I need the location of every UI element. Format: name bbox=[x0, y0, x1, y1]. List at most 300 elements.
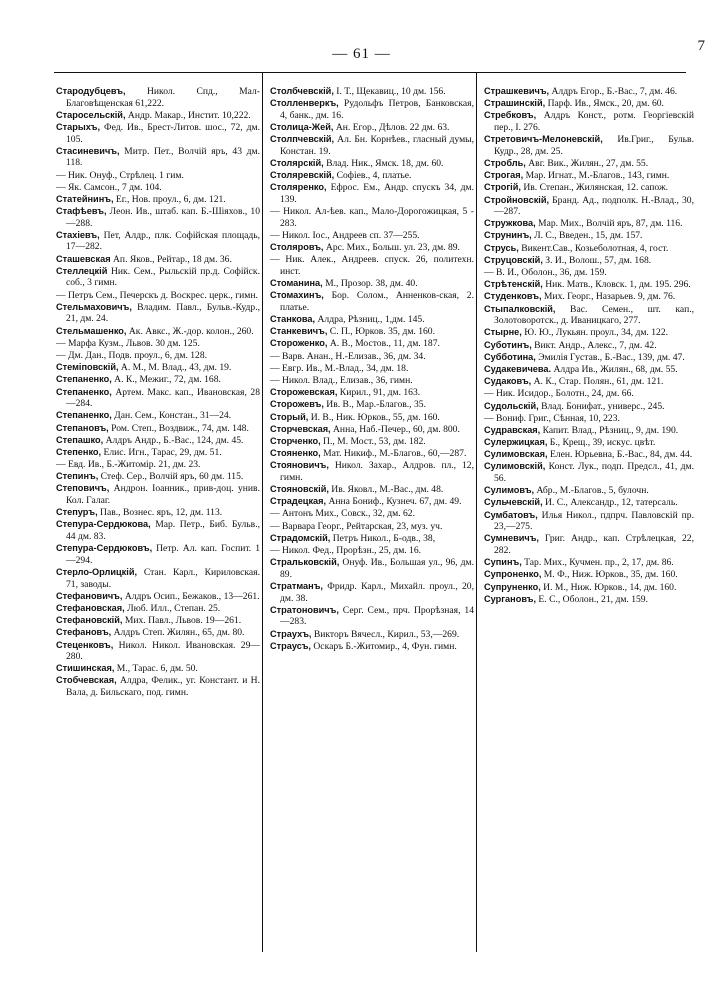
entry-surname: Сторченко, bbox=[270, 435, 321, 446]
directory-entry bbox=[484, 243, 694, 255]
directory-entry bbox=[484, 291, 694, 303]
directory-entry bbox=[270, 557, 474, 580]
directory-entry bbox=[270, 605, 474, 628]
entry-surname: Стоманина, bbox=[270, 278, 323, 289]
directory-entry bbox=[484, 557, 694, 569]
column-left bbox=[56, 86, 260, 699]
entry-surname: Студенковъ, bbox=[484, 291, 542, 302]
column-middle bbox=[270, 86, 474, 653]
corner-mark: 7 bbox=[697, 38, 705, 54]
entry-surname: Столяренко, bbox=[270, 182, 327, 193]
entry-surname: Строгій, bbox=[484, 182, 521, 193]
directory-entry bbox=[484, 413, 694, 425]
directory-entry bbox=[484, 86, 694, 98]
entry-details: Мар. Мих., Волчій яръ, 87, дм. 116. bbox=[535, 218, 683, 230]
directory-entry bbox=[56, 483, 260, 506]
entry-details: Мих. Павл., Львов. 19—261. bbox=[122, 615, 242, 627]
directory-entry bbox=[270, 98, 474, 121]
entry-details: И. М., Ниж. Юрков., 14, дм. 160. bbox=[540, 581, 677, 593]
entry-details: Леон. Ив., штаб. кап. Б.-Шіяхов., 10—288. bbox=[66, 206, 260, 229]
entry-details: Стеф. Сер., Волчій яръ, 60 дм. 115. bbox=[98, 471, 244, 483]
entry-details: М., Прозор. 38, дм. 40. bbox=[322, 278, 418, 290]
entry-details: Парф. Ив., Ямск., 20, дм. 60. bbox=[545, 98, 664, 110]
directory-entry bbox=[56, 627, 260, 639]
entry-details: Ром. Степ., Воздвиж., 74, дм. 148. bbox=[108, 422, 249, 434]
entry-details: — Антонъ Мих., Совск., 32, дм. 62. bbox=[270, 508, 415, 520]
directory-entry bbox=[270, 375, 474, 387]
entry-surname: Степаненко, bbox=[56, 386, 112, 397]
entry-details: Капит. Влад., Рѣзниц., 9, дм. 190. bbox=[540, 424, 679, 436]
directory-entry bbox=[56, 459, 260, 471]
entry-details: Алдръ Егор., Б.-Вас., 7, дм. 46. bbox=[549, 86, 678, 97]
entry-details: И. С., Александр., 12, татерсаль. bbox=[542, 497, 678, 509]
entry-details: Люб. Илл., Степан. 25. bbox=[124, 602, 221, 614]
entry-surname: Столица-Жей, bbox=[270, 121, 334, 132]
directory-entry bbox=[56, 86, 260, 109]
directory-entry bbox=[484, 582, 694, 594]
entry-surname: Столярскій, bbox=[270, 157, 324, 168]
directory-entry bbox=[484, 170, 694, 182]
entry-surname: Стретовичъ-Мелоневскій, bbox=[484, 134, 603, 145]
directory-entry bbox=[56, 266, 260, 289]
directory-entry bbox=[270, 242, 474, 254]
entry-details: Петр. Ал. кап. Госпит. 1—294. bbox=[66, 543, 260, 566]
entry-details: М. Ф., Ниж. Юрков., 35, дм. 160. bbox=[541, 569, 678, 581]
directory-entry bbox=[270, 122, 474, 134]
directory-entry bbox=[270, 254, 474, 277]
directory-entry bbox=[270, 448, 474, 460]
directory-entry bbox=[484, 279, 694, 291]
directory-entry bbox=[270, 134, 474, 157]
entry-surname: Стральковскій, bbox=[270, 557, 340, 568]
entry-surname: Стахіевъ, bbox=[56, 229, 100, 240]
entry-details: — Никол. Фед., Прорѣзн., 25, дм. 16. bbox=[270, 544, 422, 556]
entry-details: Абр., М.-Благов., 5, булочн. bbox=[534, 485, 649, 497]
entry-details: Анна Бониф., Кузнеч. 67, дм. 49. bbox=[326, 496, 462, 508]
column-divider bbox=[262, 72, 263, 952]
entry-details: Викент.Сав., Козьеболотная, 4, гост. bbox=[518, 242, 669, 254]
entry-details: Б., Крещ., 39, искус. цвѣт. bbox=[547, 437, 656, 449]
entry-details: Ник. Матв., Кловск. 1, дм. 195. 296. bbox=[542, 279, 691, 291]
header-rule bbox=[54, 72, 686, 73]
directory-entry bbox=[484, 388, 694, 400]
directory-entry bbox=[270, 387, 474, 399]
entry-surname: Степура-Сердюкова, bbox=[56, 519, 151, 530]
directory-entry bbox=[484, 218, 694, 230]
entry-surname: Стырне, bbox=[484, 327, 522, 338]
entry-details: Ефрос. Ем., Андр. спускъ 34, дм. 139. bbox=[280, 182, 474, 205]
entry-details: Ив. Яковл., М.-Вас., дм. 48. bbox=[328, 484, 444, 496]
directory-entry bbox=[270, 581, 474, 604]
directory-entry bbox=[56, 326, 260, 338]
directory-entry bbox=[56, 254, 260, 266]
entry-details: — В. И., Оболон., 36, дм. 159. bbox=[484, 267, 607, 279]
entry-details: — Як. Самсон., 7 дм. 104. bbox=[56, 181, 162, 193]
entry-details: Тар. Мих., Кучмен. пр., 2, 17, дм. 86. bbox=[521, 557, 674, 569]
entry-surname: Стыпалковскій, bbox=[484, 303, 556, 314]
directory-entry bbox=[484, 569, 694, 581]
column-right bbox=[484, 86, 694, 606]
directory-entry bbox=[56, 640, 260, 663]
directory-entry bbox=[270, 508, 474, 520]
directory-entry bbox=[270, 412, 474, 424]
entry-details: Ив. Степан., Жилянская, 12. сапож. bbox=[520, 182, 668, 194]
entry-details: Викторъ Вячесл., Кирил., 53,—269. bbox=[311, 628, 460, 640]
entry-details: Алдръ Андр., Б.-Вас., 124, дм. 45. bbox=[103, 434, 244, 446]
entry-details: — Варвара Георг., Рейтарская, 23, муз. уч. bbox=[270, 520, 443, 532]
entry-surname: Стрѣтенскій, bbox=[484, 279, 543, 290]
entry-surname: Сторчевская, bbox=[270, 423, 331, 434]
directory-entry bbox=[56, 423, 260, 435]
entry-details: — Марфа Кузм., Львов. 30 дм. 125. bbox=[56, 337, 200, 349]
directory-entry bbox=[270, 521, 474, 533]
entry-details: Ив.Григ., Бульв. Кудр., 28, дм. 25. bbox=[494, 134, 694, 157]
entry-details: — Дм. Дан., Подв. проул., 6, дм. 128. bbox=[56, 349, 208, 361]
entry-surname: Степуръ, bbox=[56, 507, 98, 518]
directory-entry bbox=[484, 195, 694, 218]
entry-surname: Струсь, bbox=[484, 242, 519, 253]
entry-details: Андр. Макар., Инстит. 10,222. bbox=[125, 109, 251, 121]
directory-entry bbox=[56, 435, 260, 447]
entry-surname: Страдецкая, bbox=[270, 496, 327, 507]
directory-entry bbox=[56, 182, 260, 194]
entry-surname: Супруненко, bbox=[484, 581, 541, 592]
entry-details: Алдра, Рѣзниц., 1,дм. 145. bbox=[315, 314, 425, 325]
directory-entry bbox=[270, 230, 474, 242]
entry-details: Ап. Яков., Рейтар., 18 дм. 36. bbox=[110, 253, 232, 265]
entry-details: Мат. Никиф., М.-Благов., 60,—287. bbox=[320, 448, 467, 460]
entry-surname: Стельмаховичъ, bbox=[56, 301, 132, 312]
entry-surname: Стребковъ, bbox=[484, 110, 537, 121]
entry-details: Пав., Вознес. яръ, 12, дм. 113. bbox=[97, 507, 223, 519]
entry-surname: Сторый, bbox=[270, 411, 309, 422]
entry-surname: Субботина, bbox=[484, 351, 536, 362]
directory-entry bbox=[484, 401, 694, 413]
entry-surname: Столпчевскій, bbox=[270, 134, 335, 145]
entry-details: Мар. Игнат., М.-Благов., 143, гимн. bbox=[523, 170, 670, 182]
entry-details: Елис. Игн., Тарас, 29, дм. 51. bbox=[101, 446, 222, 458]
directory-entry bbox=[56, 567, 260, 590]
entry-details: — Ник. Исидор., Болотн., 24, дм. 66. bbox=[484, 388, 634, 400]
entry-details: Авг. Вик., Жилян., 27, дм. 55. bbox=[525, 157, 649, 169]
entry-details: Л. С., Введен., 15, дм. 157. bbox=[531, 230, 643, 242]
entry-surname: Сторожевъ, bbox=[270, 399, 324, 410]
directory-entry bbox=[270, 484, 474, 496]
entry-details: Елен. Юрьевна, Б.-Вас., 84, дм. 44. bbox=[547, 449, 693, 461]
directory-entry bbox=[270, 460, 474, 483]
directory-entry bbox=[270, 436, 474, 448]
directory-entry bbox=[484, 340, 694, 352]
directory-entry bbox=[270, 424, 474, 436]
entry-details: А. К., Стар. Полян., 61, дм. 121. bbox=[531, 376, 664, 388]
entry-surname: Станкова, bbox=[270, 314, 316, 324]
directory-entry bbox=[484, 158, 694, 170]
entry-surname: Судаковъ, bbox=[484, 376, 532, 387]
entry-surname: Суботинъ, bbox=[484, 339, 532, 350]
entry-details: А. К., Межиг., 72, дм. 168. bbox=[111, 374, 221, 386]
entry-details: Андрон. Іоанник., прив-доц. унив. Кол. Галаг. bbox=[66, 483, 260, 507]
entry-surname: Сулержицкая, bbox=[484, 437, 548, 448]
directory-entry bbox=[56, 447, 260, 459]
entry-surname: Стобчевская, bbox=[56, 675, 117, 686]
directory-entry bbox=[484, 485, 694, 497]
directory-entry bbox=[56, 663, 260, 675]
entry-surname: Сульчевскій, bbox=[484, 497, 543, 508]
entry-surname: Стеміповскій, bbox=[56, 362, 119, 373]
entry-surname: Стафѣевъ, bbox=[56, 206, 107, 217]
entry-surname: Стружкова, bbox=[484, 218, 536, 229]
entry-details: Влад. Ник., Ямск. 18, дм. 60. bbox=[323, 157, 444, 169]
directory-entry bbox=[484, 98, 694, 110]
directory-entry bbox=[270, 314, 474, 326]
entry-surname: Сумбатовъ, bbox=[484, 509, 538, 520]
entry-details: Никол. Никол. Ивановская. 29—280. bbox=[66, 639, 260, 663]
directory-entry bbox=[56, 338, 260, 350]
directory-entry bbox=[56, 410, 260, 422]
entry-details: И. В., Ник. Юрков., 55, дм. 160. bbox=[308, 411, 440, 423]
entry-details: А. М., М. Влад., 43, дм. 19. bbox=[118, 362, 232, 374]
directory-entry bbox=[270, 641, 474, 653]
entry-details: Софіев., 4, платье. bbox=[334, 170, 412, 182]
entry-details: З. И., Волош., 57, дм. 168. bbox=[542, 254, 652, 266]
entry-surname: Сулимовъ, bbox=[484, 485, 535, 496]
directory-entry bbox=[270, 170, 474, 182]
directory-entry bbox=[484, 461, 694, 484]
directory-entry bbox=[270, 158, 474, 170]
entry-details: — Никол. Ал-ѣев. кап., Мало-Дорогожицкая, 5 - 283. bbox=[270, 206, 474, 229]
entry-surname: Сумневичъ, bbox=[484, 533, 539, 544]
entry-details: Григ. Андр., кап. Стрѣлецкая, 22, 282. bbox=[494, 533, 694, 556]
entry-surname: Степашко, bbox=[56, 434, 104, 445]
entry-details: Е. С., Оболон., 21, дм. 159. bbox=[536, 593, 648, 605]
directory-entry bbox=[270, 290, 474, 313]
entry-details: Бор. Солом., Анненков-ская, 2. платье. bbox=[280, 290, 474, 313]
directory-entry bbox=[484, 230, 694, 242]
entry-surname: Стасиневичъ, bbox=[56, 145, 120, 156]
entry-details: Онуф. Ив., Большая ул., 96, дм. 89. bbox=[280, 557, 474, 580]
entry-surname: Стробль, bbox=[484, 157, 526, 168]
entry-details: Владим. Павл., Бульв.-Кудр., 21, дм. 24. bbox=[66, 301, 260, 325]
entry-details: — Евд. Ив., Б.-Житомір. 21, дм. 23. bbox=[56, 459, 201, 471]
entry-details: Эмилія Густав., Б.-Вас., 139, дм. 47. bbox=[535, 351, 685, 363]
entry-details: Алдръ Степ. Жилян., 65, дм. 80. bbox=[111, 627, 245, 639]
directory-entry bbox=[484, 364, 694, 376]
entry-surname: Строгая, bbox=[484, 170, 524, 181]
directory-entry bbox=[56, 170, 260, 182]
entry-surname: Страшкевичъ, bbox=[484, 86, 550, 96]
entry-surname: Стояненко, bbox=[270, 448, 321, 459]
entry-surname: Стефановская, bbox=[56, 602, 125, 613]
entry-details: Никол. Захар., Алдров. пл., 12, гимн. bbox=[280, 460, 474, 483]
entry-details: Пет, Алдр., плк. Софійская площадь, 17—282. bbox=[66, 229, 260, 253]
entry-surname: Стефановичъ, bbox=[56, 590, 123, 601]
entry-surname: Столленверкъ, bbox=[270, 98, 339, 109]
directory-entry bbox=[484, 594, 694, 606]
entry-surname: Струнинъ, bbox=[484, 230, 532, 241]
entry-surname: Супроненко, bbox=[484, 569, 542, 580]
directory-entry bbox=[56, 591, 260, 603]
entry-details: Конст. Лук., подп. Предсл., 41, дм. 56. bbox=[494, 461, 694, 485]
entry-surname: Стельмашенко, bbox=[56, 325, 127, 336]
entry-surname: Стояновскій, bbox=[270, 484, 329, 495]
entry-details: Влад. Бонифат., универс., 245. bbox=[538, 400, 665, 412]
directory-entry bbox=[270, 399, 474, 411]
directory-entry bbox=[484, 510, 694, 533]
entry-details: Ак. Авкс., Ж.-дор. колон., 260. bbox=[126, 325, 254, 337]
entry-surname: Стомахинъ, bbox=[270, 290, 324, 301]
directory-entry bbox=[56, 206, 260, 229]
entry-details: Алдра Ив., Жилян., 68, дм. 55. bbox=[551, 363, 678, 375]
directory-entry bbox=[270, 545, 474, 557]
entry-details: П., М. Мост., 53, дм. 182. bbox=[320, 435, 426, 447]
directory-entry bbox=[56, 543, 260, 566]
entry-surname: Степинъ, bbox=[56, 471, 99, 482]
entry-details: Вас. Семен., шт. кап., Золотоворотск., д. Иваницкаго, 277. bbox=[494, 303, 694, 327]
directory-entry bbox=[270, 533, 474, 545]
entry-details: Никол. Спд., Мал-Благовѣщенская 61,222. bbox=[66, 86, 260, 109]
entry-surname: Степаненко, bbox=[56, 410, 112, 421]
entry-surname: Стояновичъ, bbox=[270, 460, 329, 471]
entry-surname: Судакевичева. bbox=[484, 363, 552, 374]
entry-details: Артем. Макс. кап., Ивановская, 28—284. bbox=[66, 386, 260, 410]
directory-entry bbox=[484, 437, 694, 449]
entry-surname: Столяровъ, bbox=[270, 242, 324, 253]
entry-details: Викт. Андр., Алекс., 7, дм. 42. bbox=[531, 339, 657, 351]
entry-details: Серг. Сем., прч. Прорѣзная, 14—283. bbox=[280, 604, 474, 628]
entry-surname: Стратманъ, bbox=[270, 580, 323, 591]
directory-entry bbox=[270, 86, 474, 98]
entry-details: Мих. Георг., Назарьев. 9, дм. 76. bbox=[541, 291, 676, 303]
directory-entry bbox=[484, 255, 694, 267]
entry-surname: Станкевичъ, bbox=[270, 326, 328, 337]
directory-entry bbox=[484, 449, 694, 461]
entry-details: Ал. Бн. Корнѣев., гласный думы, Констан. 19. bbox=[280, 134, 474, 157]
entry-details: Алдръ Осип., Бежаков., 13—261. bbox=[122, 590, 260, 602]
entry-surname: Степаненко, bbox=[56, 374, 112, 385]
entry-surname: Статейнинъ, bbox=[56, 193, 114, 204]
entry-details: — Вониф. Григ., Сѣнная, 10, 223. bbox=[484, 412, 620, 424]
entry-surname: Струцовскій, bbox=[484, 254, 543, 265]
entry-details: Алдра, Фелик., уг. Констант. и Н. Вала, д. Бильскаго, под. гимн. bbox=[66, 675, 260, 699]
directory-entry bbox=[56, 146, 260, 169]
entry-details: Стан. Карл., Кириловская. 71, заводы. bbox=[66, 566, 260, 590]
entry-details: Митр. Пет., Волчій яръ, 43 дм. 118. bbox=[66, 145, 260, 169]
entry-surname: Стишинская, bbox=[56, 663, 115, 674]
directory-entry bbox=[270, 278, 474, 290]
directory-entry bbox=[270, 496, 474, 508]
entry-surname: Столбчевскій, bbox=[270, 86, 334, 96]
entry-surname: Стратоновичъ, bbox=[270, 604, 339, 615]
entry-details: Дан. Сем., Констан., 31—24. bbox=[111, 410, 232, 422]
entry-details: І. Т., Щекавиц., 10 дм. 156. bbox=[333, 86, 446, 97]
directory-entry bbox=[56, 374, 260, 386]
entry-details: М., Тарас. 6, дм. 50. bbox=[114, 663, 198, 675]
directory-entry bbox=[56, 350, 260, 362]
directory-entry bbox=[270, 351, 474, 363]
entry-surname: Сулимовскій, bbox=[484, 461, 546, 472]
entry-details: — Варв. Анан., Н.-Елизав., 36, дм. 34. bbox=[270, 350, 426, 362]
entry-surname: Стерло-Орлицкій, bbox=[56, 566, 138, 577]
entry-surname: Страдомскій, bbox=[270, 532, 331, 543]
entry-surname: Сулимовская, bbox=[484, 449, 548, 460]
directory-entry bbox=[270, 206, 474, 229]
entry-details: Фридр. Карл., Михайл. проул., 20, дм. 38. bbox=[280, 580, 474, 604]
entry-surname: Стеллецкій bbox=[56, 265, 108, 276]
entry-surname: Стеценковъ, bbox=[56, 639, 114, 650]
entry-details: Бранд. Ад., подполк. Н.-Влад., 30,—287. bbox=[494, 194, 694, 218]
entry-surname: Стародубцевъ, bbox=[56, 86, 126, 96]
entry-details: Ег., Нов. проул., 6, дм. 121. bbox=[113, 193, 226, 205]
entry-details: Анна, Наб.-Печер., 60, дм. 800. bbox=[330, 423, 460, 435]
directory-entry bbox=[56, 362, 260, 374]
directory-entry bbox=[484, 376, 694, 388]
entry-details: А. В., Мостов., 11, дм. 187. bbox=[327, 338, 440, 350]
entry-surname: Стефановъ, bbox=[56, 627, 112, 638]
directory-entry bbox=[484, 497, 694, 509]
directory-entry bbox=[484, 182, 694, 194]
entry-details: Оскаръ Б.-Житомир., 4, Фун. гимн. bbox=[310, 640, 457, 652]
directory-entry bbox=[56, 302, 260, 325]
entry-details: — Никол. Іос., Андреев сп. 37—255. bbox=[270, 229, 420, 241]
entry-surname: Страусъ, bbox=[270, 640, 311, 651]
directory-entry bbox=[270, 363, 474, 375]
directory-entry bbox=[484, 134, 694, 157]
directory-entry bbox=[56, 290, 260, 302]
directory-entry bbox=[56, 110, 260, 122]
entry-details: — Ник. Онуф., Стрѣлец. 1 гим. bbox=[56, 169, 184, 181]
entry-surname: Страшинскій, bbox=[484, 98, 546, 109]
page-number: — 61 — bbox=[332, 46, 391, 62]
column-divider bbox=[476, 72, 477, 952]
entry-surname: Супинъ, bbox=[484, 557, 522, 568]
entry-details: Ан. Егор., Дѣлов. 22 дм. 63. bbox=[333, 121, 450, 133]
entry-surname: Степенко, bbox=[56, 446, 102, 457]
entry-surname: Стефановскій, bbox=[56, 615, 123, 626]
entry-details: Мар. Петр., Биб. Бульв., 44 дм. 83. bbox=[66, 519, 260, 542]
directory-entry bbox=[484, 267, 694, 279]
entry-surname: Старыхъ, bbox=[56, 121, 101, 132]
entry-surname: Столяревскій, bbox=[270, 170, 335, 181]
entry-surname: Судравская, bbox=[484, 424, 541, 435]
directory-entry bbox=[56, 675, 260, 698]
directory-entry bbox=[484, 327, 694, 339]
directory-entry bbox=[56, 194, 260, 206]
entry-surname: Старосельскій, bbox=[56, 109, 126, 120]
entry-surname: Степура-Сердюковъ, bbox=[56, 543, 153, 554]
entry-surname: Судольскій, bbox=[484, 400, 539, 411]
directory-entry bbox=[484, 110, 694, 133]
entry-details: — Петръ Сем., Печерскъ д. Воскрес. церк., гимн. bbox=[56, 289, 258, 301]
entry-surname: Страухъ, bbox=[270, 628, 312, 639]
directory-entry bbox=[56, 615, 260, 627]
entry-details: Арс. Мих., Больш. ул. 23, дм. 89. bbox=[323, 242, 460, 254]
directory-entry bbox=[56, 519, 260, 542]
entry-details: — Никол. Влад., Елизав., 36, гимн. bbox=[270, 374, 413, 386]
directory-entry bbox=[270, 182, 474, 205]
directory-entry bbox=[56, 471, 260, 483]
directory-entry bbox=[484, 425, 694, 437]
entry-details: Ю. Ю., Лукьян. проул., 34, дм. 122. bbox=[521, 327, 669, 339]
entry-surname: Степановъ, bbox=[56, 422, 109, 433]
entry-details: — Евгр. Ив., М.-Влад., 34, дм. 18. bbox=[270, 362, 409, 374]
entry-details: Рудольфъ Петров, Банковская, 4, банк., дм. 16. bbox=[280, 98, 474, 121]
entry-details: Алдръ Конст., ротм. Георгіевскій пер., І. 276. bbox=[494, 110, 694, 133]
entry-details: С. П., Юрков. 35, дм. 160. bbox=[327, 326, 435, 338]
entry-surname: Степовичъ, bbox=[56, 483, 110, 494]
directory-entry bbox=[484, 533, 694, 556]
directory-entry bbox=[484, 352, 694, 364]
entry-details: Ив. В., Мар.-Благов., 35. bbox=[323, 399, 426, 411]
